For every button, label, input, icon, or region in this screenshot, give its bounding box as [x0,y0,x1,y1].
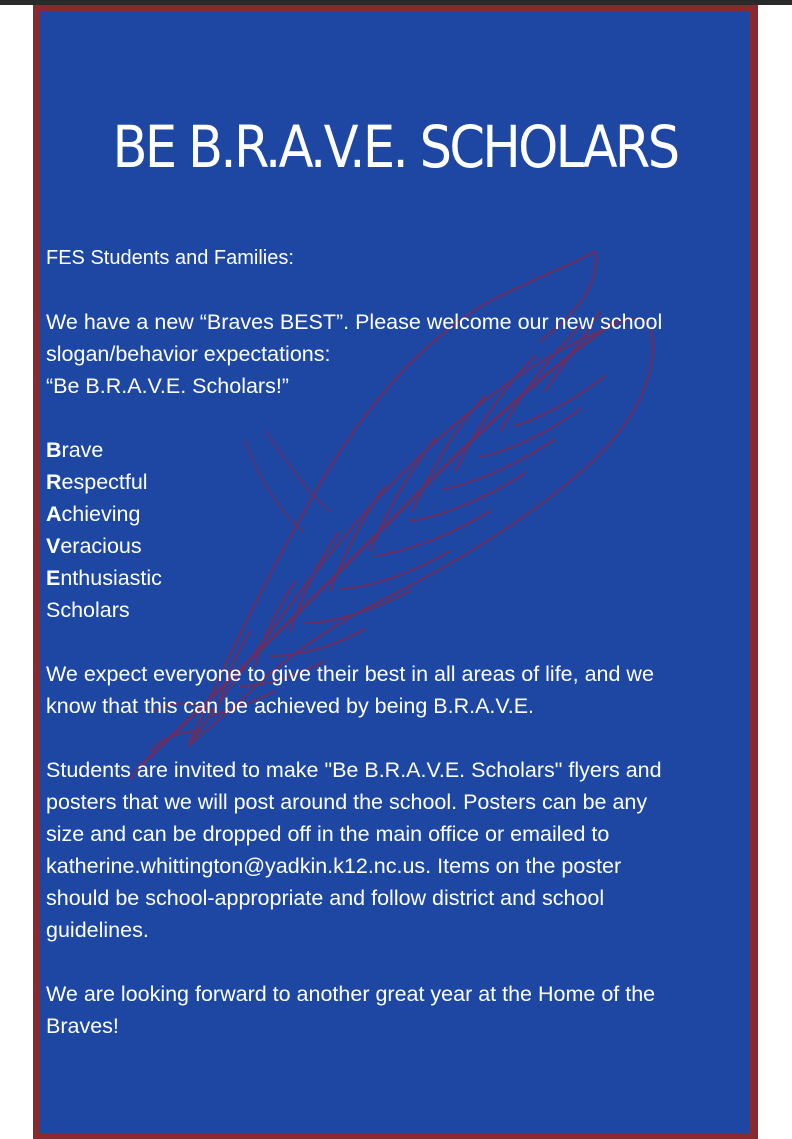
invitation-line-3: size and can be dropped off in the main office or emailed to [46,822,610,846]
invitation-line-6: guidelines. [46,918,149,942]
invitation-line-4: katherine.whittington@yadkin.k12.nc.us. Items on the poster [46,854,622,878]
acronym-rest: nthusiastic [60,566,162,590]
invitation-line-1: Students are invited to make "Be B.R.A.V.E. Scholars" flyers and [46,758,662,782]
flyer-panel [40,11,750,1133]
acronym-brave [46,434,746,466]
expectation-line-2: know that this can be achieved by being B.R.A.V.E. [46,694,535,718]
closing-line-1: We are looking forward to another great year at the Home of the [46,982,656,1006]
invitation-line-5: should be school-appropriate and follow district and school [46,886,605,910]
flyer-body [46,242,746,1042]
acronym-enthusiastic [46,562,746,594]
intro-line-2: slogan/behavior expectations: [46,342,331,366]
acronym-achieving [46,498,746,530]
flyer-border [33,5,758,1139]
closing-line-2: Braves! [46,1014,119,1038]
acronym-rest: rave [61,438,104,462]
acronym-rest: eracious [60,534,142,558]
acronym-scholars: Scholars [46,598,130,622]
intro-line-3: “Be B.R.A.V.E. Scholars!” [46,374,289,398]
intro-line-1: We have a new “Braves BEST”. Please welcome our new school [46,310,663,334]
invitation-line-2: posters that we will post around the school. Posters can be any [46,790,648,814]
acronym-letter: B [46,438,62,462]
acronym-respectful [46,466,746,498]
acronym-rest: espectful [61,470,148,494]
acronym-veracious [46,530,746,562]
acronym-letter: A [46,502,62,526]
acronym-letter: V [46,534,61,558]
acronym-letter: R [46,470,62,494]
acronym-letter: E [46,566,61,590]
greeting: FES Students and Families: [46,247,294,269]
acronym-rest: chieving [61,502,141,526]
expectation-line-1: We expect everyone to give their best in all areas of life, and we [46,662,654,686]
flyer-title: BE B.R.A.V.E. SCHOLARS [112,113,678,181]
